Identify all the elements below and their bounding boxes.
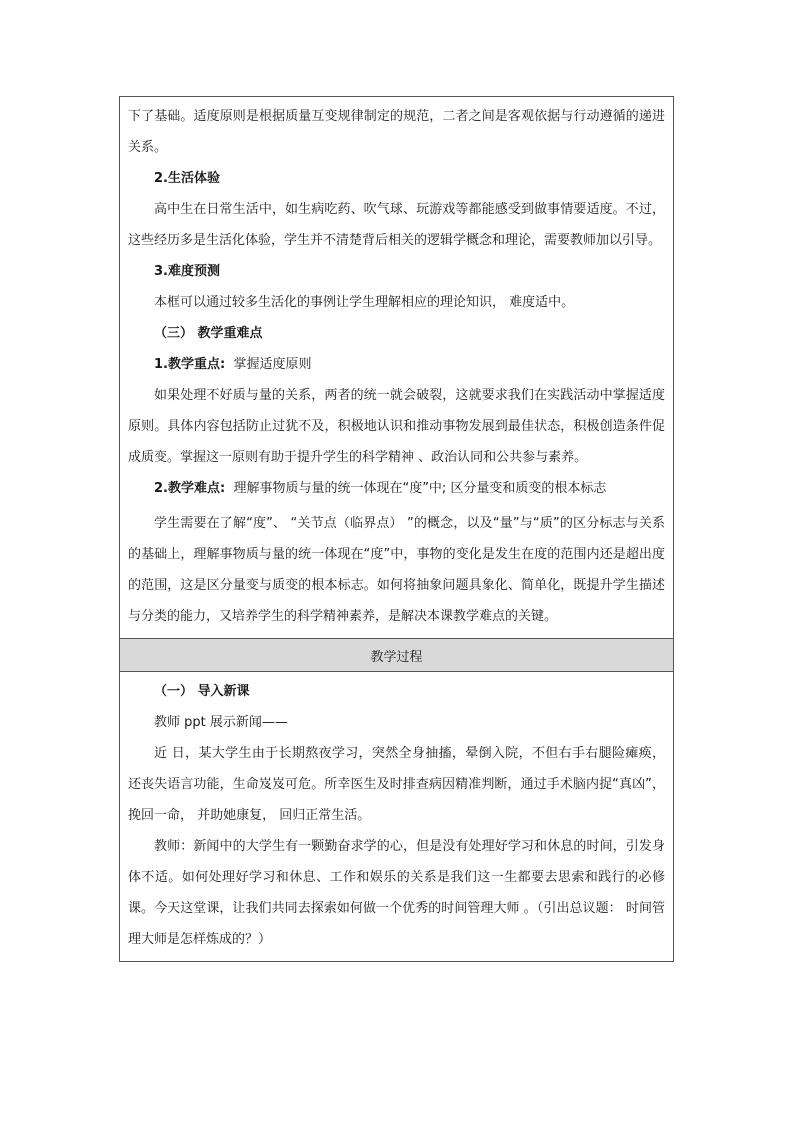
intro-heading: （一） 导入新课: [154, 684, 250, 699]
process-header: [120, 639, 673, 672]
teacher-show-line: 教师 ppt 展示新闻——: [154, 715, 288, 730]
difficult-point-line: [128, 473, 665, 504]
difficult-point-value: 理解事物质与量的统一体现在“度”中; 区分量变和质变的根本标志: [233, 481, 607, 496]
difficult-point-label: 2.教学难点:: [154, 481, 226, 496]
difficulty-heading: 3.难度预测: [154, 264, 220, 279]
process-cell: [120, 672, 673, 961]
lesson-plan-table: [119, 96, 674, 962]
difficult-point-paragraph: 学生需要在了解“度”、 “关节点（临界点） ”的概念，以及“量”与“质”的区分标志与关系的基础上，理解事物质与量的统一体现在“度”中，事物的变化是发生在度的范围内还是超出度的范围，这是区分量变与质变的根本标志。如何将抽象问题具象化、简单化，既提升学生描述与分类的能力，又培养学生的科学精神素养，是解决本课教学难点的关键。: [128, 516, 665, 624]
key-point-label: 1.教学重点:: [154, 357, 226, 372]
continuation-paragraph: 下了基础。适度原则是根据质量互变规律制定的规范，二者之间是客观依据与行动遵循的递进关系。: [128, 109, 665, 155]
life-heading: 2.生活体验: [154, 171, 220, 186]
teacher-comment-paragraph: 教师：新闻中的大学生有一颗勤奋求学的心，但是没有处理好学习和休息的时间，引发身体不适。如何处理好学习和休息、工作和娱乐的关系是我们这一生都要去思索和践行的必修课。今天这堂课，让我们共同去探索如何做一个优秀的时间管理大师 。（引出总议题： 时间管理大师是怎样炼成的？）: [128, 839, 665, 947]
key-point-paragraph: 如果处理不好质与量的关系，两者的统一就会破裂，这就要求我们在实践活动中掌握适度原则。具体内容包括防止过犹不及，积极地认识和推动事物发展到最佳状态，积极创造条件促成质变。掌握这一原则有助于提升学生的科学精神 、政治认同和公共参与素养。: [128, 388, 665, 465]
key-point-value: 掌握适度原则: [233, 357, 312, 372]
key-point-line: [128, 349, 665, 380]
focus-heading: （三） 教学重难点: [154, 326, 263, 341]
news-paragraph: 近 日，某大学生由于长期熬夜学习，突然全身抽搐，晕倒入院，不但右手右腿险瘫痪，还丧失语言功能，生命岌岌可危。所幸医生及时排查病因精准判断，通过手术脑内捉“真凶”，挽回一命， 并助她康复， 回归正常生活。: [128, 746, 665, 823]
process-header-label: 教学过程: [370, 649, 423, 665]
life-paragraph: 高中生在日常生活中，如生病吃药、吹气球、玩游戏等都能感受到做事情要适度。不过，这些经历多是生活化体验，学生并不清楚背后相关的逻辑学概念和理论，需要教师加以引导。: [128, 202, 665, 248]
difficulty-paragraph: 本框可以通过较多生活化的事例让学生理解相应的理论知识， 难度适中。: [154, 295, 575, 310]
analysis-cell: [120, 97, 673, 639]
